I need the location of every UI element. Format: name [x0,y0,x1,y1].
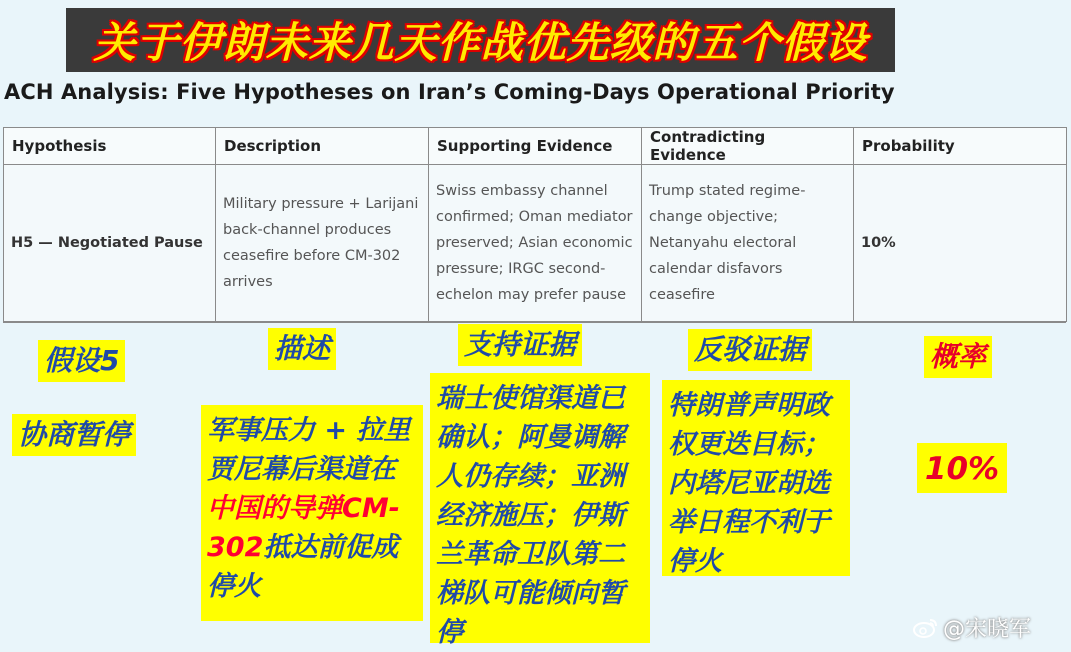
note-support-value: 瑞士使馆渠道已确认；阿曼调解人仍存续；亚洲经济施压；伊斯兰革命卫队第二梯队可能倾向暂停 [430,373,650,643]
note-description-value [201,405,423,621]
banner-title: 关于伊朗未来几天作战优先级的五个假设 [93,18,868,67]
note-hypothesis-label: 假设5 [38,340,125,382]
table-row [4,165,1067,322]
weibo-icon [913,617,939,642]
note-contra-label: 反驳证据 [688,329,812,371]
cell-description: Military pressure + Larijani back-channel produces ceasefire before CM-302 arrives [216,165,429,322]
cell-hypothesis: H5 — Negotiated Pause [4,165,216,322]
title-banner [66,8,895,72]
page-subtitle: ACH Analysis: Five Hypotheses on Iran’s Coming-Days Operational Priority [4,80,895,104]
note-probability-label: 概率 [924,336,992,378]
cell-probability: 10% [854,165,1067,322]
note-description-part1: 军事压力 + 拉里贾尼幕后渠道在 [207,415,411,485]
note-description-label: 描述 [268,328,336,370]
cell-contradicting: Trump stated regime-change objective; Netanyahu electoral calendar disfavors ceasefire [642,165,854,322]
table-bottom-border [3,322,1066,323]
table-header-row [4,128,1067,165]
note-contra-value: 特朗普声明政权更迭目标；内塔尼亚胡选举日程不利于停火 [662,380,850,576]
ach-table [3,127,1067,322]
note-hypothesis-value: 协商暂停 [12,414,136,456]
watermark-text: @宋晓军 [943,617,1032,642]
note-description-highlight: 中国的导弹CM-302 [207,493,400,563]
cell-supporting: Swiss embassy channel confirmed; Oman mediator preserved; Asian economic pressure; IRGC second-echelon may prefer pause [429,165,642,322]
watermark [913,612,1031,643]
header-hypothesis: Hypothesis [4,128,216,165]
header-supporting-evidence: Supporting Evidence [429,128,642,165]
note-description-part2: 抵达前促成停火 [207,532,399,602]
note-support-label: 支持证据 [458,324,582,366]
note-probability-value: 10% [917,443,1007,493]
header-description: Description [216,128,429,165]
header-probability: Probability [854,128,1067,165]
header-contradicting-evidence: Contradicting Evidence [642,128,854,165]
